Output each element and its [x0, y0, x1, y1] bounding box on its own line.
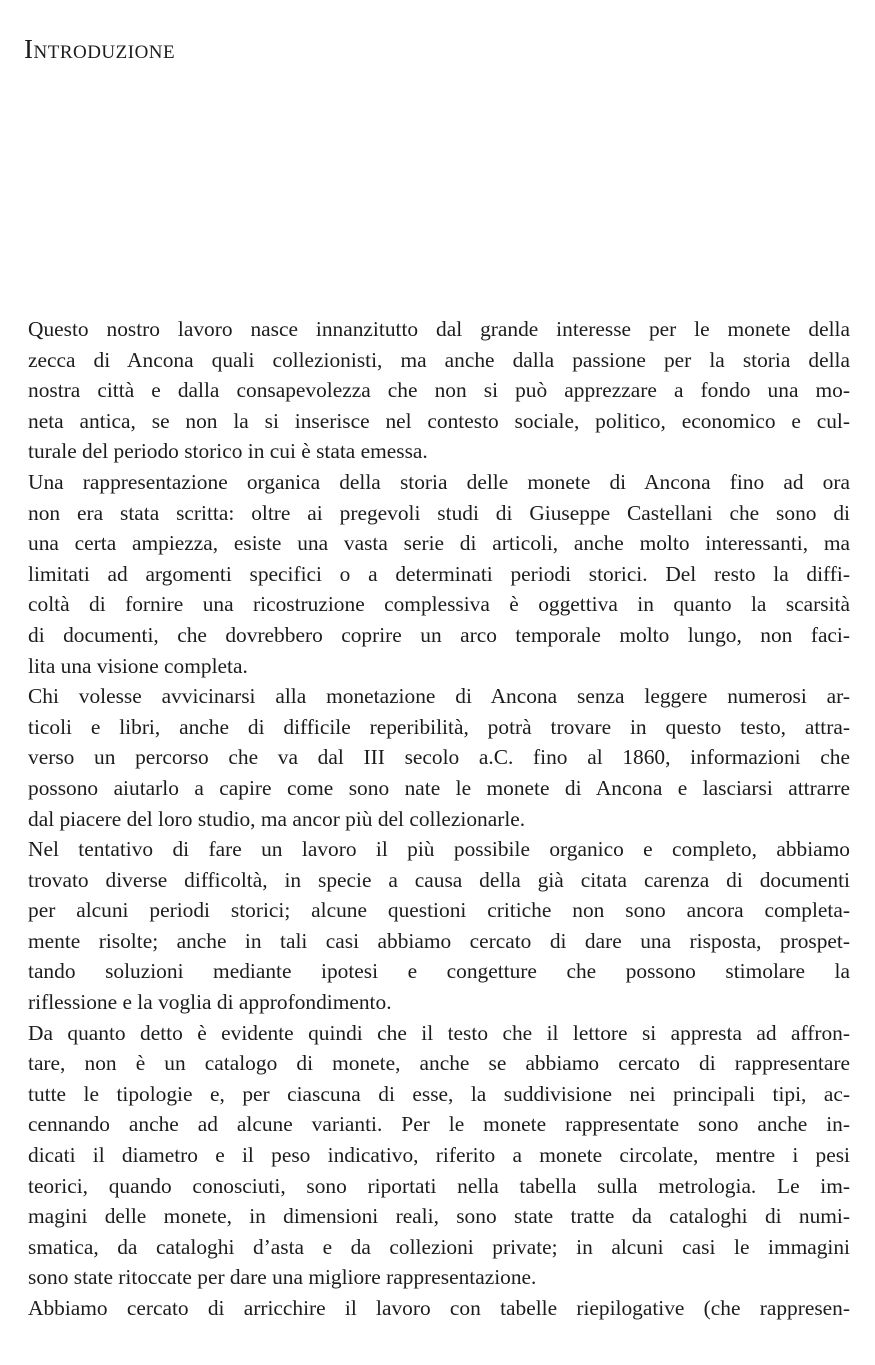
text-line: lita una visione completa. — [28, 653, 248, 678]
text-line: zecca di Ancona quali collezionisti, ma anche dalla passione per la storia della — [28, 347, 850, 372]
text-line: cennando anche ad alcune varianti. Per le monete rappresentate sono anche in- — [28, 1112, 850, 1137]
text-line: coltà di fornire una ricostruzione complessiva è oggettiva in quanto la scarsità — [28, 592, 850, 617]
text-line: Nel tentativo di fare un lavoro il più possibile organico e completo, abbiamo — [28, 837, 850, 862]
text-line: mente risolte; anche in tali casi abbiamo cercato di dare una risposta, prospet- — [28, 928, 850, 953]
text-line: smatica, da cataloghi d’asta e da collezioni private; in alcuni casi le immagini — [28, 1234, 850, 1259]
text-line: dal piacere del loro studio, ma ancor più del collezionarle. — [28, 806, 526, 831]
text-line: di documenti, che dovrebbero coprire un arco temporale molto lungo, non faci- — [28, 622, 850, 647]
text-line: limitati ad argomenti specifici o a determinati periodi storici. Del resto la diffi- — [28, 561, 850, 586]
text-line: trovato diverse difficoltà, in specie a causa della già citata carenza di documenti — [28, 867, 850, 892]
text-line: per alcuni periodi storici; alcune questioni critiche non sono ancora completa- — [28, 898, 850, 923]
body-text — [28, 314, 850, 1324]
text-line: dicati il diametro e il peso indicativo, riferito a monete circolate, mentre i pesi — [28, 1143, 850, 1168]
text-line: magini delle monete, in dimensioni reali, sono state tratte da cataloghi di numi- — [28, 1204, 850, 1229]
text-line: Chi volesse avvicinarsi alla monetazione di Ancona senza leggere numerosi ar- — [28, 684, 850, 709]
text-line: possono aiutarlo a capire come sono nate le monete di Ancona e lasciarsi attrarre — [28, 775, 850, 800]
text-line: una certa ampiezza, esiste una vasta serie di articoli, anche molto interessanti, ma — [28, 531, 850, 556]
text-line: non era stata scritta: oltre ai pregevoli studi di Giuseppe Castellani che sono di — [28, 500, 850, 525]
text-line: Una rappresentazione organica della storia delle monete di Ancona fino ad ora — [28, 469, 850, 494]
text-line: neta antica, se non la si inserisce nel contesto sociale, politico, economico e cul- — [28, 408, 850, 433]
text-line: ticoli e libri, anche di difficile reperibilità, potrà trovare in questo testo, attra- — [28, 714, 850, 739]
text-line: teorici, quando conosciuti, sono riportati nella tabella sulla metrologia. Le im- — [28, 1173, 850, 1198]
text-line: tutte le tipologie e, per ciascuna di esse, la suddivisione nei principali tipi, ac- — [28, 1081, 850, 1106]
text-line: turale del periodo storico in cui è stata emessa. — [28, 439, 428, 464]
chapter-heading: Introduzione — [24, 34, 176, 64]
text-line: nostra città e dalla consapevolezza che non si può apprezzare a fondo una mo- — [28, 378, 850, 403]
text-line: sono state ritoccate per dare una migliore rappresentazione. — [28, 1265, 537, 1290]
text-line: Questo nostro lavoro nasce innanzitutto dal grande interesse per le monete della — [28, 317, 850, 341]
text-line: riflessione e la voglia di approfondimento. — [28, 990, 392, 1015]
text-line: tando soluzioni mediante ipotesi e congetture che possono stimolare la — [28, 959, 850, 984]
text-line: Abbiamo cercato di arricchire il lavoro con tabelle riepilogative (che rappresen- — [28, 1296, 850, 1320]
text-line: tare, non è un catalogo di monete, anche se abbiamo cercato di rappresentare — [28, 1051, 850, 1076]
text-line: verso un percorso che va dal III secolo a.C. fino al 1860, informazioni che — [28, 745, 850, 770]
text-line: Da quanto detto è evidente quindi che il testo che il lettore si appresta ad affron- — [28, 1020, 850, 1045]
